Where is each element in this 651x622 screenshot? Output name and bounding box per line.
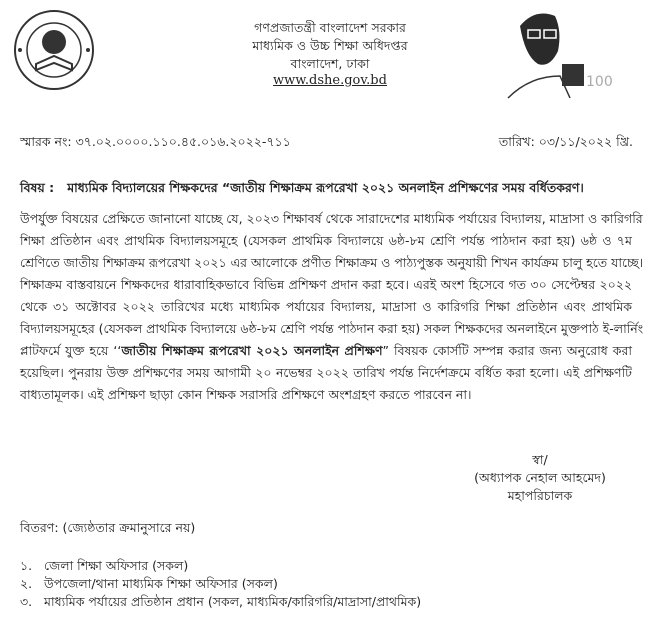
body-text: প্লাটফর্মে যুক্ত হয়ে ‘‘ — [20, 343, 122, 358]
item-text: মাধ্যমিক পর্যায়ের প্রতিষ্ঠান প্রধান (সকল, মাধ্যমিক/কারিগরি/মাদ্রাসা/প্রাথমিক) — [44, 594, 422, 609]
item-number: ২. — [20, 576, 33, 591]
education-logo — [12, 8, 96, 95]
svg-text:100: 100 — [586, 74, 613, 90]
body-line: শিক্ষাক্রম বাস্তবায়নে শিক্ষকদের ধারাবাহিকভাবে বিভিন্ন প্রশিক্ষণ প্রদান করা হবে। এরই অংশ হিসেবে গত ৩০ সেপ্টেম্বর ২০২২ — [20, 277, 632, 292]
signature-mark: স্বা/ — [532, 452, 548, 467]
website-link[interactable]: www.dshe.gov.bd — [273, 73, 387, 88]
body-line: হয়েছিল। পুনরায় উক্ত প্রশিক্ষণের সময় আগামী ২০ নভেম্বর ২০২২ তারিখ পর্যন্ত নির্দেশক্রমে বর্ধিত করা হলো। এই প্রশিক্ষণটি — [20, 365, 632, 380]
body-line: বিদ্যালয়সমূহের (যেসকল প্রাথমিক বিদ্যালয়ে ৬ষ্ঠ-৮ম শ্রেণি পর্যন্ত পাঠদান করা হয়) সকল শিক্ষকদের অনলাইনে মুক্তপাঠ ই-লার্নিং — [20, 321, 644, 336]
item-text: জেলা শিক্ষা অফিসার (সকল) — [44, 558, 189, 573]
body-line: শ্রেণিতে জাতীয় শিক্ষাক্রম রূপরেখা ২০২১ এর আলোকে প্রণীত শিক্ষাক্রম ও পাঠ্যপুস্তক অনুযায়ী শিখন কার্যক্রম চালু হতে যাচ্ছে। — [20, 255, 644, 270]
body-line: শিক্ষা প্রতিষ্ঠান এবং প্রাথমিক বিদ্যালয়সমূহে (যেসকল প্রাথমিক বিদ্যালয়ে ৬ষ্ঠ-৮ম শ্রেণি পর্যন্ত পাঠদান করা হয়) ৬ষ্ঠ ও ৭ম — [20, 233, 632, 248]
item-number: ৩. — [20, 594, 33, 609]
distribution-heading: বিতরণ: (জ্যেষ্ঠতার ক্রমানুসারে নয়) — [20, 520, 196, 535]
course-title: জাতীয় শিক্ষাক্রম রূপরেখা ২০২১ অনলাইন প্রশিক্ষণ — [121, 343, 383, 358]
govt-name: গণপ্রজাতন্ত্রী বাংলাদেশ সরকার — [254, 20, 406, 35]
distribution-item — [20, 558, 188, 578]
memo-reference: স্মারক নং: ৩৭.০২.০০০০.১১০.৪৫.০১৬.২০২২-৭১১ — [20, 134, 291, 149]
body-text: ” বিষয়ক কোর্সটি সম্পন্ন করার জন্য অনুরোধ করা — [382, 343, 632, 358]
subject-text: মাধ্যমিক বিদ্যালয়ের শিক্ষকদের “জাতীয় শিক্ষাক্রম রূপরেখা ২০২১ অনলাইন প্রশিক্ষণের সময় বর্ধিতকরণ। — [67, 180, 584, 195]
signatory-title: মহাপরিচালক — [507, 488, 573, 503]
body-line: উপর্যুক্ত বিষয়ের প্রেক্ষিতে জানানো যাচ্ছে যে, ২০২৩ শিক্ষাবর্ষ থেকে সারাদেশের মাধ্যমিক পর্যায়ের বিদ্যালয়, মাদ্রাসা ও কারিগরি — [20, 211, 643, 226]
item-text: উপজেলা/থানা মাধ্যমিক শিক্ষা অফিসার (সকল) — [44, 576, 278, 591]
body-line: বাধ্যতামূলক। এই প্রশিক্ষণ ছাড়া কোন শিক্ষক সরাসরি প্রশিক্ষণে অংশগ্রহণ করতে পারবেন না। — [20, 387, 472, 402]
signatory-name: (অধ্যাপক নেহাল আহমেদ) — [474, 470, 606, 485]
distribution-item — [20, 594, 421, 614]
department-name: মাধ্যমিক ও উচ্চ শিক্ষা অধিদপ্তর — [252, 38, 408, 53]
item-number: ১. — [20, 558, 33, 573]
subject-line — [20, 180, 640, 200]
memo-date: তারিখ: ০৩/১১/২০২২ খ্রি. — [498, 134, 633, 149]
subject-label: বিষয় : — [20, 180, 55, 195]
body-line: থেকে ৩১ অক্টোবর ২০২২ তারিখের মধ্যে মাধ্যমিক পর্যায়ের বিদ্যালয়, মাদ্রাসা ও কারিগরি শিক্ষা প্রতিষ্ঠান এবং প্রাথমিক — [20, 299, 632, 314]
body-line — [20, 343, 632, 363]
mujib-portrait-emblem — [500, 6, 613, 109]
distribution-item — [20, 576, 278, 596]
location: বাংলাদেশ, ঢাকা — [290, 56, 370, 71]
